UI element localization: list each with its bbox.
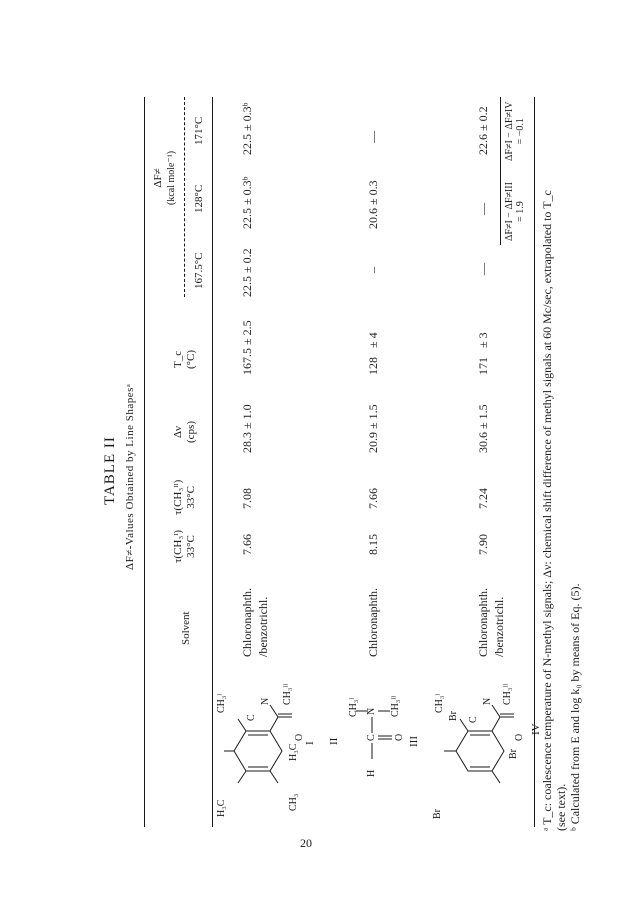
- row-III-tc: 128 ± 4: [366, 332, 380, 375]
- structure-III-group-5: O: [394, 733, 405, 741]
- row-I-tau2: 7.08: [240, 488, 254, 509]
- bottom-rule: [534, 97, 535, 827]
- structure-I-group-7: O: [294, 733, 305, 741]
- row-III-f-1675: –: [366, 267, 380, 273]
- header-tau1: [172, 530, 198, 563]
- structure-III-label: III: [408, 736, 420, 747]
- delta-f-span-rule: [184, 97, 185, 297]
- header-delta-nu-unit: (cps): [185, 421, 197, 443]
- header-delta-f-symbol: ΔF≠: [152, 168, 164, 188]
- row-III-tau2: 7.66: [366, 488, 380, 509]
- structure-IV-group-1: Br: [432, 809, 443, 819]
- structure-I-group-4: C: [246, 714, 257, 721]
- structure-IV-label: IV: [530, 723, 542, 735]
- header-rule: [212, 97, 213, 827]
- row-III-f-128: 20.6 ± 0.3: [366, 180, 380, 229]
- row-IV-solvent-2: /benzotrichl.: [492, 596, 506, 657]
- header-delta-nu: [172, 421, 198, 443]
- structure-IV-group-5: N: [482, 697, 493, 705]
- header-tc: [172, 350, 198, 369]
- row-IV-tau2: 7.24: [476, 488, 490, 509]
- structure-IV-drawing: [430, 673, 540, 823]
- structure-III-group-4: N: [366, 707, 377, 715]
- rotated-table-page: [90, 85, 582, 845]
- structure-III-group-6: CH₃ᴵᴵ: [390, 695, 401, 717]
- difference-I-III-value: = 1.9: [515, 201, 526, 222]
- footnote-b: ᵇ Calculated from E and log k₀ by means of Eq. (5).: [568, 583, 582, 831]
- structure-IV-group-7: O: [514, 733, 525, 741]
- header-delta-nu-symbol: Δν: [172, 425, 184, 439]
- footnote-a-line-2: (see text).: [554, 783, 568, 831]
- row-I-solvent-2: /benzotrichl.: [256, 596, 270, 657]
- row-I-f-128: 22.5 ± 0.3ᵇ: [240, 176, 254, 229]
- difference-I-IV-value: = −0.1: [515, 118, 526, 145]
- header-tau2-symbol: τ(CH₃ᴵᴵ): [172, 479, 184, 515]
- structure-I-group-3: CH₃ᴵ: [216, 693, 227, 713]
- header-tc-unit: (°C): [185, 349, 197, 369]
- header-solvent: Solvent: [180, 611, 192, 645]
- row-IV-f-128: —: [476, 203, 490, 215]
- header-tc-symbol: T_c: [172, 350, 184, 369]
- structure-IV-group-3: CH₃ᴵ: [434, 693, 445, 713]
- structure-IV-group-6: CH₃ᴵᴵ: [502, 683, 513, 705]
- header-temp-1675: 167.5°C: [193, 252, 205, 289]
- difference-I-III: [504, 182, 526, 241]
- structure-I-label: I: [304, 741, 316, 745]
- row-I-f-171: 22.5 ± 0.3ᵇ: [240, 102, 254, 155]
- structure-I-group-2: CH₃: [288, 793, 299, 811]
- page-number: 20: [300, 836, 312, 850]
- header-delta-f-unit: (kcal mole⁻¹): [166, 150, 177, 205]
- row-I-tau1: 7.66: [240, 534, 254, 555]
- header-tau1-symbol: τ(CH₃ᴵ): [172, 529, 184, 563]
- structure-I-group-8: H₃C: [288, 743, 299, 761]
- structure-III-group-1: H: [366, 769, 377, 777]
- structure-I-drawing: [216, 673, 316, 823]
- row-IV-delta-nu: 30.6 ± 1.5: [476, 404, 490, 453]
- row-IV-tc: 171 ± 3: [476, 332, 490, 375]
- difference-I-IV: [504, 102, 526, 161]
- differences-rule: [500, 97, 501, 245]
- row-IV-tau1: 7.90: [476, 534, 490, 555]
- row-I-tc: 167.5 ± 2.5: [240, 320, 254, 375]
- row-IV-f-1675: —: [476, 263, 490, 275]
- table-title: TABLE II: [102, 436, 118, 505]
- top-rule: [144, 97, 145, 827]
- structure-II-label: II: [328, 737, 340, 745]
- header-temp-171: 171°C: [193, 116, 205, 145]
- row-III-tau1: 8.15: [366, 534, 380, 555]
- row-IV-solvent-1: Chloronaphth.: [476, 588, 490, 657]
- structure-IV-group-2: Br: [448, 711, 459, 721]
- structure-IV-group-8: Br: [508, 749, 519, 759]
- row-I-delta-nu: 28.3 ± 1.0: [240, 404, 254, 453]
- header-temp-128: 128°C: [193, 184, 205, 213]
- row-III-solvent-1: Chloronaphth.: [366, 588, 380, 657]
- row-IV-f-171: 22.6 ± 0.2: [476, 106, 490, 155]
- table-subtitle: ΔF≠-Values Obtained by Line Shapesᵃ: [124, 383, 136, 570]
- structure-I-group-1: H₃C: [216, 799, 227, 817]
- header-tau1-temp: 33°C: [185, 535, 197, 558]
- row-I-f-1675: 22.5 ± 0.2: [240, 248, 254, 297]
- structure-I-group-5: N: [260, 697, 271, 705]
- structure-I-group-6: CH₃ᴵᴵ: [282, 683, 293, 705]
- footnote-a-line-1: ᵃ T_c: coalescence temperature of N-methyl signals; Δν: chemical shift difference of methyl signals at 60 Mc/sec, extrapolated to T_c: [540, 190, 554, 831]
- structure-III-group-2: CH₃ᴵ: [348, 697, 359, 717]
- structure-IV-group-4: C: [468, 716, 479, 723]
- header-tau2-temp: 33°C: [185, 486, 197, 509]
- row-I-solvent-1: Chloronaphth.: [240, 588, 254, 657]
- header-delta-f: [152, 151, 178, 205]
- row-III-delta-nu: 20.9 ± 1.5: [366, 404, 380, 453]
- difference-I-III-expr: ΔF≠I − ΔF≠III: [504, 182, 515, 241]
- structure-III-group-3: C: [366, 734, 377, 741]
- difference-I-IV-expr: ΔF≠I − ΔF≠IV: [504, 101, 515, 161]
- row-III-f-171: —: [366, 131, 380, 143]
- header-tau2: [172, 480, 198, 515]
